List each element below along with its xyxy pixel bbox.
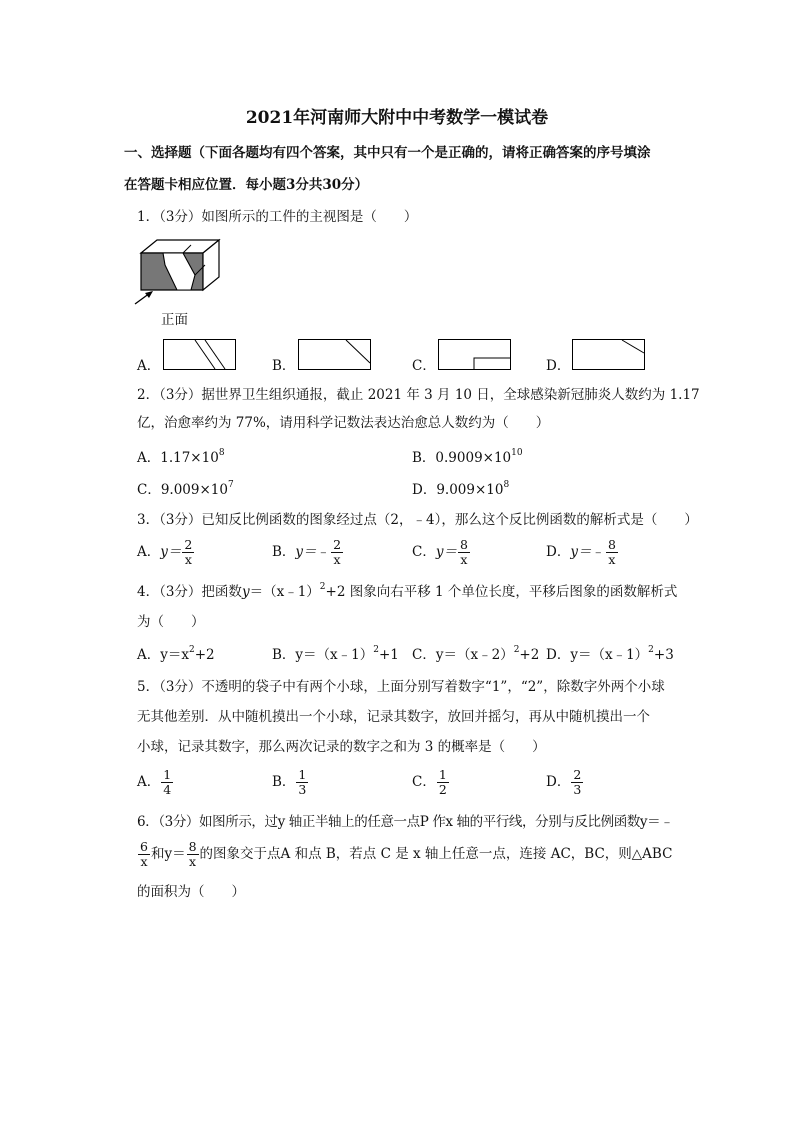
q3-option-c: C．y＝ $\frac{8}{x}$ — [412, 537, 468, 567]
q4-option-a: A．$y=x^2+2$ — [137, 645, 215, 663]
q4-option-d: D．y＝（x﹣1）$^2$+3 — [546, 645, 674, 663]
q3-stem: 3．（3分）已知反比例函数的图象经过点（2，﹣4），那么这个反比例函数的解析式是（ ） — [137, 512, 698, 528]
page-title: 2021年河南师大附中中考数学一模试卷 — [245, 108, 549, 128]
q1-option-a-label: A． — [137, 358, 161, 374]
q4-line2: 为（ ） — [137, 614, 205, 630]
section-heading-line1: 一、选择题（下面各题均有四个答案，其中只有一个是正确的，请将正确答案的序号填涂 — [124, 145, 651, 161]
q2-option-c: C．$9.009\times 10^7$ — [137, 480, 234, 498]
q5-line1: 5．（3分）不透明的袋子中有两个小球，上面分别写着数字“1”，“2”，除数字外两个小球 — [137, 679, 665, 695]
q2-option-d: D．$9.009\times 10^8$ — [412, 480, 510, 498]
q5-line3: 小球，记录其数字，那么两次记录的数字之和为 3 的概率是（ ） — [137, 739, 546, 755]
q6-line3: 的面积为（ ） — [137, 884, 245, 900]
q4-line1: 4．（3分）把函数y＝（x﹣1）$^2$+2 图象向右平移 1 个单位长度，平移后图象的函数解析式 — [137, 582, 678, 600]
q3-option-a: A．y＝ $\frac{2}{x}$ — [137, 537, 193, 567]
q4-option-c: C．y＝（x﹣2）$^2$+2 — [412, 645, 540, 663]
q1-option-a-figure — [163, 339, 237, 371]
q1-option-c-label: C． — [412, 358, 436, 374]
q1-workpiece-figure — [133, 235, 223, 305]
q6-line1: 6．（3分）如图所示，过y 轴正半轴上的任意一点P 作x 轴的平行线，分别与反比例函数y＝﹣ — [137, 814, 674, 830]
q1-option-c-figure — [438, 339, 512, 371]
q1-stem: 1．（3分）如图所示的工件的主视图是（ ） — [137, 209, 418, 225]
q1-option-d-figure — [572, 339, 646, 371]
q5-option-c: C． $\frac{1}{2}$ — [412, 767, 447, 797]
q5-option-d: D． $\frac{2}{3}$ — [546, 767, 582, 797]
q5-option-a: A． $\frac{1}{4}$ — [137, 767, 172, 797]
section-heading-line2: 在答题卡相应位置．每小题3分共30分） — [124, 177, 369, 193]
q2-line1: 2．（3分）据世界卫生组织通报，截止 2021 年 3 月 10 日，全球感染新冠肺炎人数约为 1.17 — [137, 387, 700, 403]
q2-option-b: B．$0.9009\times 10^{10}$ — [412, 448, 523, 466]
q5-option-b: B． $\frac{1}{3}$ — [272, 767, 307, 797]
q4-option-b: B．y＝（x﹣1）$^2$+1 — [272, 645, 399, 663]
q2-line2: 亿，治愈率约为 77%，请用科学记数法表达治愈总人数约为（ ） — [137, 415, 550, 431]
q3-option-b: B．y＝﹣ $\frac{2}{x}$ — [272, 537, 342, 567]
q1-front-label: 正面 — [161, 312, 188, 328]
q6-line2: $\frac{6}{x}$ 和y＝ $\frac{8}{x}$ 的图象交于点A 和点 B，若点 C 是 x 轴上任意一点，连接 AC，BC，则△ABC — [140, 839, 673, 869]
q5-line2: 无其他差别．从中随机摸出一个小球，记录其数字，放回并摇匀，再从中随机摸出一个 — [137, 709, 650, 725]
q3-option-d: D．y＝﹣ $\frac{8}{x}$ — [546, 537, 616, 567]
q1-option-d-label: D． — [546, 358, 571, 374]
q1-option-b-figure — [298, 339, 372, 371]
q1-option-b-label: B． — [272, 358, 296, 374]
q2-option-a: A．$1.17\times 10^8$ — [137, 448, 225, 466]
